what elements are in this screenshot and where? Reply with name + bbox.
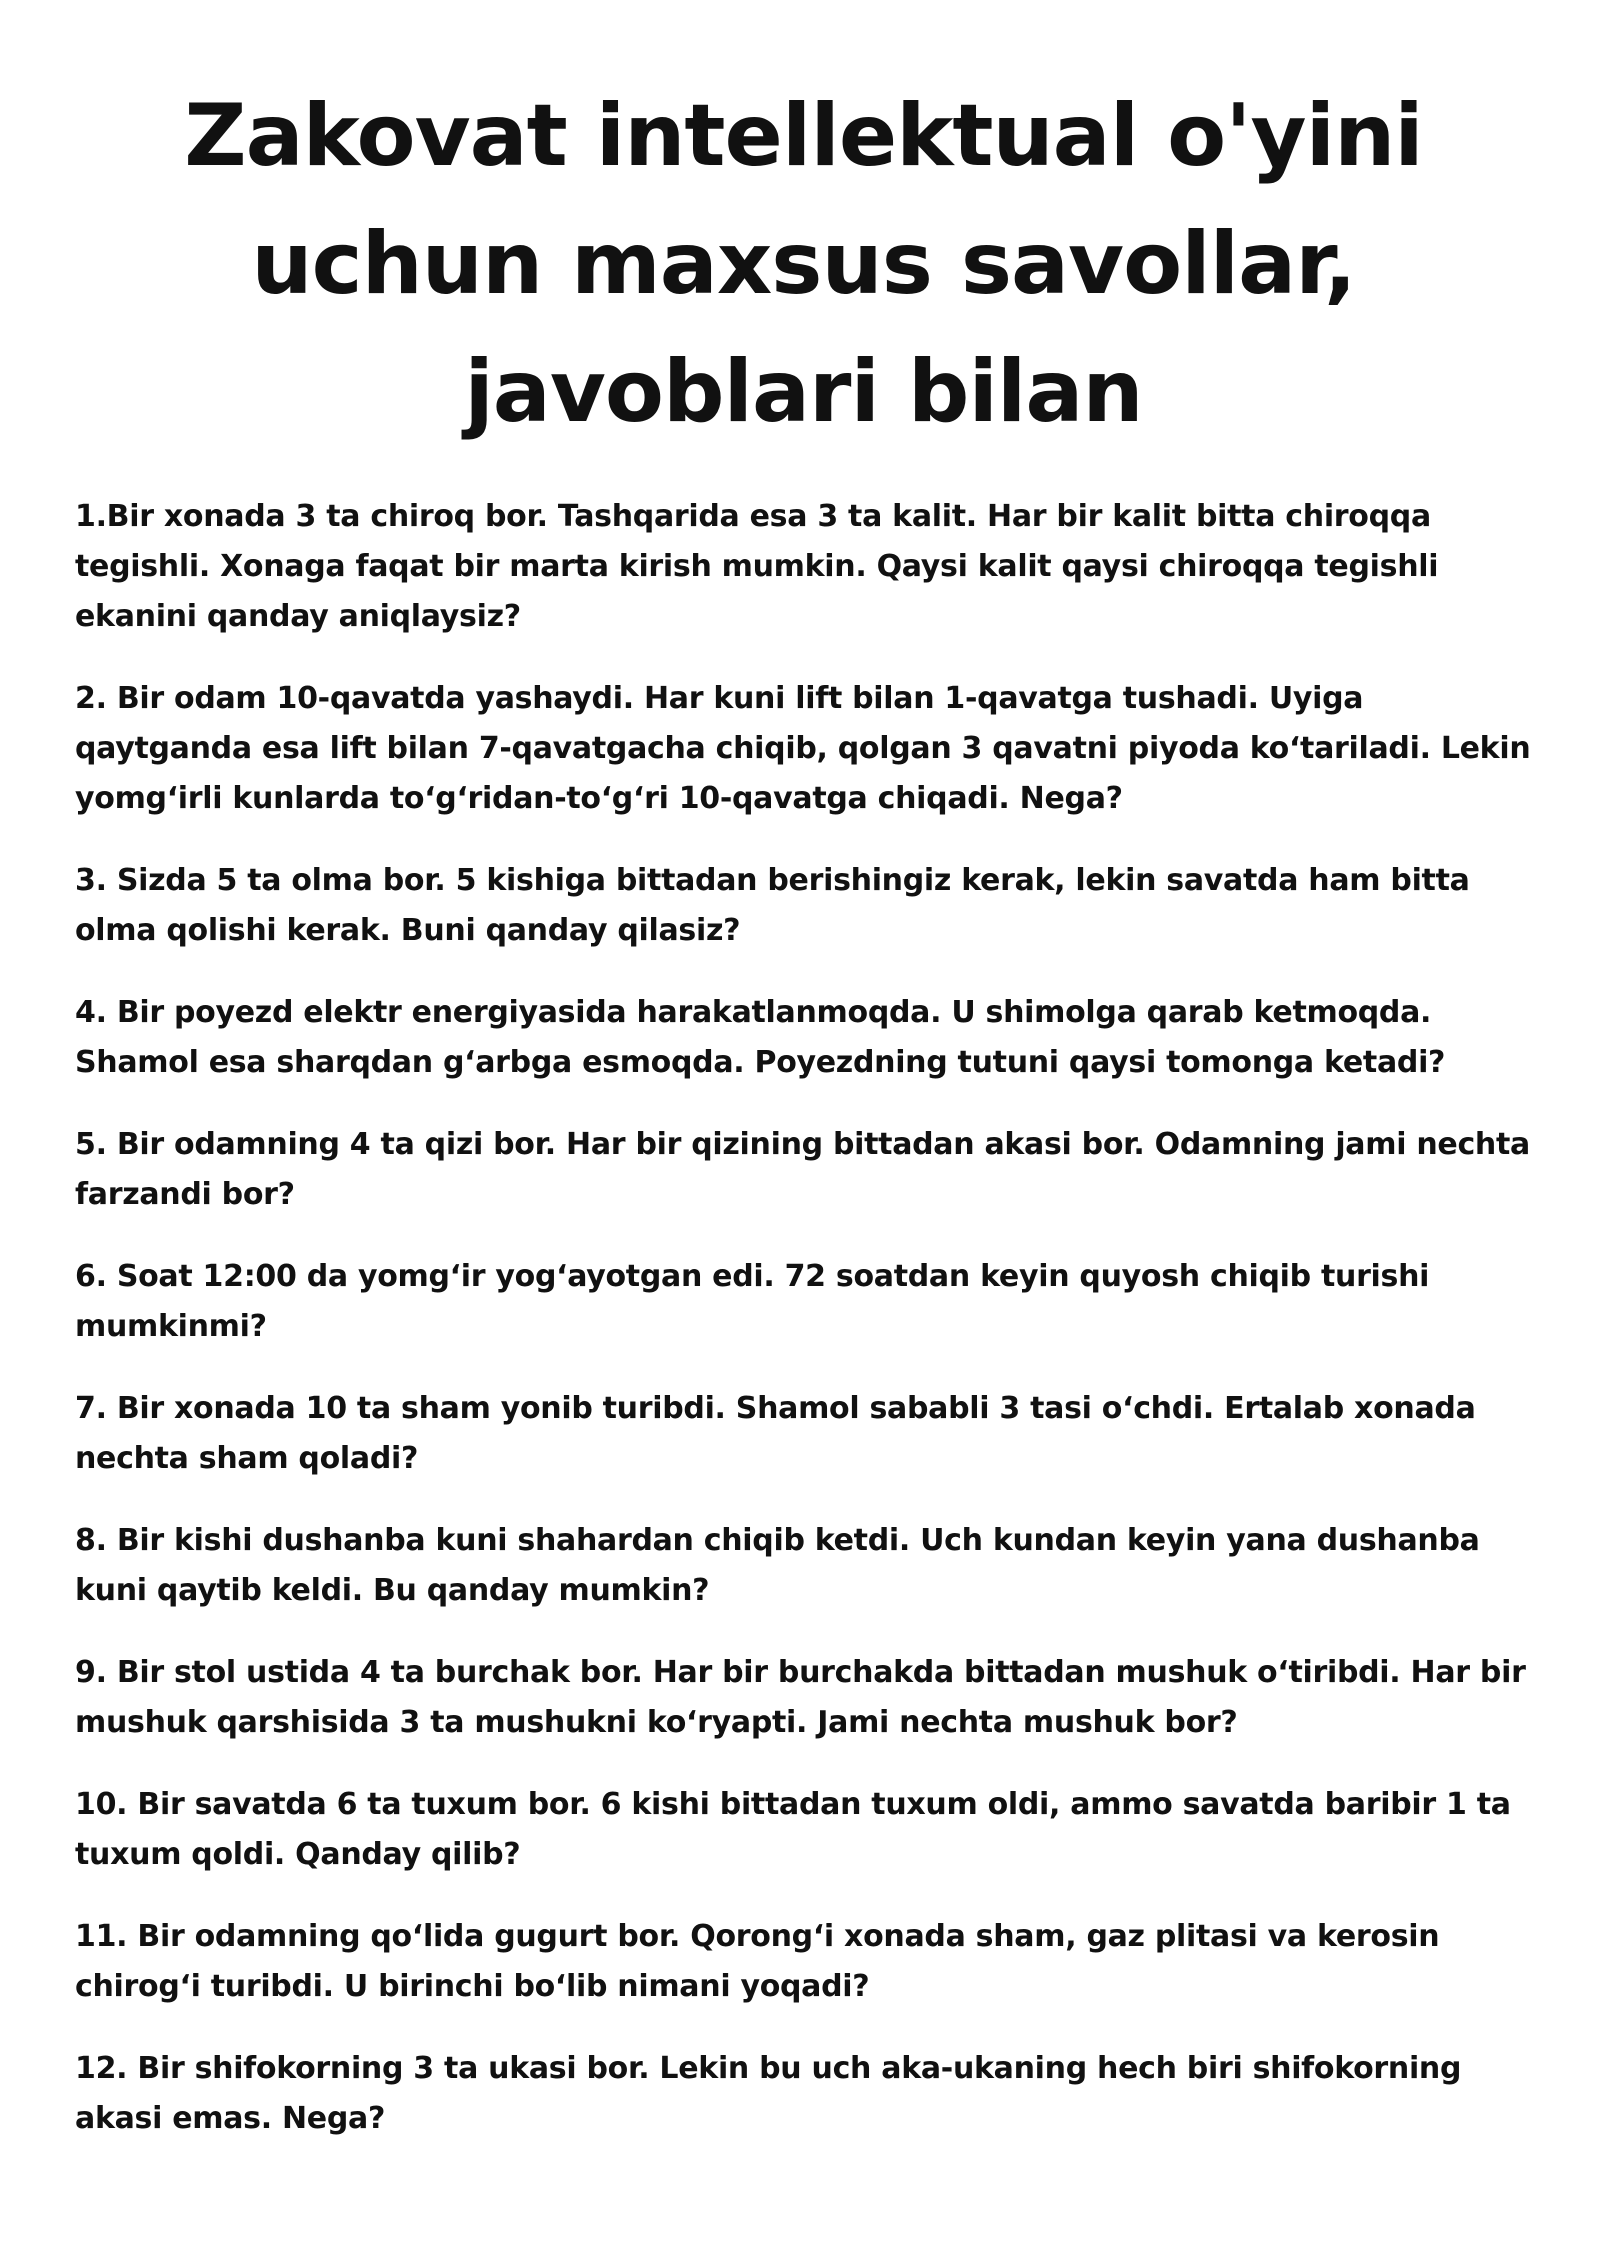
question-5: 5. Bir odamning 4 ta qizi bor. Har bir qizining bittadan akasi bor. Odamning jami nechta farzandi bor?: [75, 1127, 1530, 1212]
question-7: 7. Bir xonada 10 ta sham yonib turibdi. Shamol sababli 3 tasi o‘chdi. Ertalab xonada nechta sham qoladi?: [75, 1391, 1476, 1476]
question-10: 10. Bir savatda 6 ta tuxum bor. 6 kishi bittadan tuxum oldi, ammo savatda baribir 1 ta tuxum qoldi. Qanday qilib?: [75, 1787, 1511, 1872]
question-2: 2. Bir odam 10-qavatda yashaydi. Har kuni lift bilan 1-qavatga tushadi. Uyiga qaytganda esa lift bilan 7-qavatgacha chiqib, qolgan 3 qavatni piyoda ko‘tariladi. Lekin yomg‘irli kunlarda to‘g‘ridan-to‘g‘ri 10-qavatga chiqadi. Nega?: [75, 681, 1531, 816]
question-4: 4. Bir poyezd elektr energiyasida harakatlanmoqda. U shimolga qarab ketmoqda. Shamol esa sharqdan g‘arbga esmoqda. Poyezdning tutuni qaysi tomonga ketadi?: [75, 995, 1446, 1080]
question-12: 12. Bir shifokorning 3 ta ukasi bor. Lekin bu uch aka-ukaning hech biri shifokorning akasi emas. Nega?: [75, 2051, 1462, 2136]
title-line-2: uchun maxsus savollar,: [251, 214, 1356, 314]
title-line-3: javoblari bilan: [464, 342, 1143, 442]
question-1: 1.Bir xonada 3 ta chiroq bor. Tashqarida esa 3 ta kalit. Har bir kalit bitta chiroqqa tegishli. Xonaga faqat bir marta kirish mumkin. Qaysi kalit qaysi chiroqqa tegishli ekanini qanday aniqlaysiz?: [75, 499, 1439, 634]
question-8: 8. Bir kishi dushanba kuni shahardan chiqib ketdi. Uch kundan keyin yana dushanba kuni qaytib keldi. Bu qanday mumkin?: [75, 1523, 1480, 1608]
title-line-1: Zakovat intellektual o'yini: [184, 86, 1423, 186]
question-3: 3. Sizda 5 ta olma bor. 5 kishiga bittadan berishingiz kerak, lekin savatda ham bitta olma qolishi kerak. Buni qanday qilasiz?: [75, 863, 1470, 948]
question-6: 6. Soat 12:00 da yomg‘ir yog‘ayotgan edi. 72 soatdan keyin quyosh chiqib turishi mumkinmi?: [75, 1259, 1430, 1344]
question-11: 11. Bir odamning qo‘lida gugurt bor. Qorong‘i xonada sham, gaz plitasi va kerosin chirog‘i turibdi. U birinchi bo‘lib nimani yoqadi?: [75, 1919, 1440, 2004]
question-9: 9. Bir stol ustida 4 ta burchak bor. Har bir burchakda bittadan mushuk o‘tiribdi. Har bir mushuk qarshisida 3 ta mushukni ko‘ryapti. Jami nechta mushuk bor?: [75, 1655, 1526, 1740]
question-list: [75, 492, 1532, 2144]
page-title: [104, 72, 1504, 456]
